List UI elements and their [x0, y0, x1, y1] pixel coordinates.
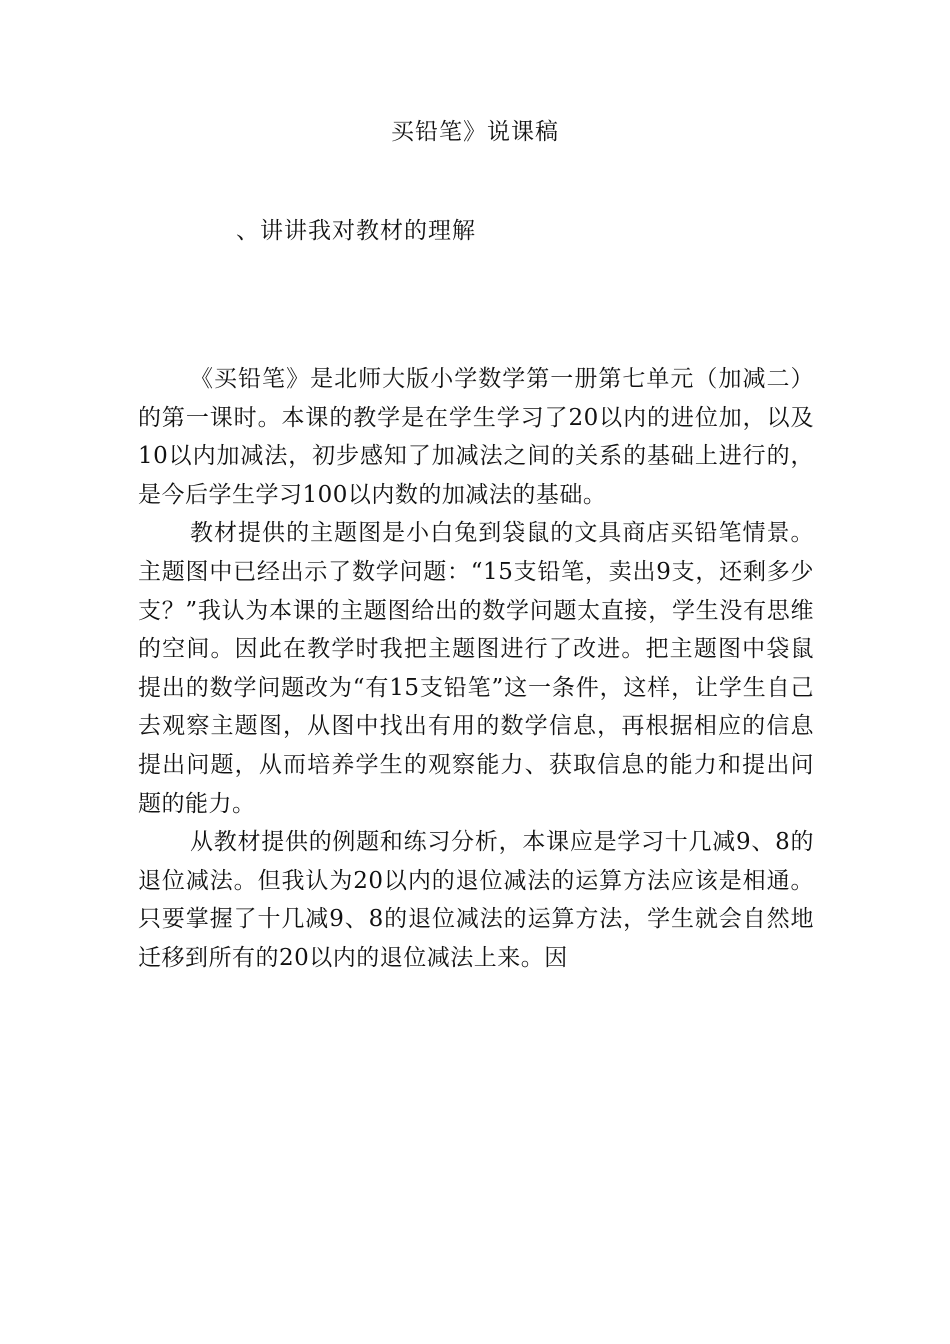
paragraph-2: 教材提供的主题图是小白兔到袋鼠的文具商店买铅笔情景。主题图中已经出示了数学问题：“15支铅笔，卖出9支，还剩多少支？”我认为本课的主题图给出的数学问题太直接，学生没有思维的空间。因此在教学时我把主题图进行了改进。把主题图中袋鼠提出的数学问题改为“有15支铅笔”这一条件，这样，让学生自己去观察主题图，从图中找出有用的数学信息，再根据相应的信息提出问题，从而培养学生的观察能力、获取信息的能力和提出问题的能力。	[138, 520, 814, 817]
section-heading: 、讲讲我对教材的理解	[236, 218, 476, 244]
paragraph-3: 从教材提供的例题和练习分析，本课应是学习十几减9、8的退位减法。但我认为20以内的退位减法的运算方法应该是相通。只要掌握了十几减9、8的退位减法的运算方法，学生就会自然地迁移到所有的20以内的退位减法上来。因	[138, 829, 814, 971]
paragraph-1: 《买铅笔》是北师大版小学数学第一册第七单元（加减二）的第一课时。本课的教学是在学生学习了20以内的进位加，以及10以内加减法，初步感知了加减法之间的关系的基础上进行的，是今后学生学习100以内数的加减法的基础。	[138, 366, 814, 508]
body-text	[138, 360, 814, 978]
document-title: 买铅笔》说课稿	[391, 119, 559, 145]
